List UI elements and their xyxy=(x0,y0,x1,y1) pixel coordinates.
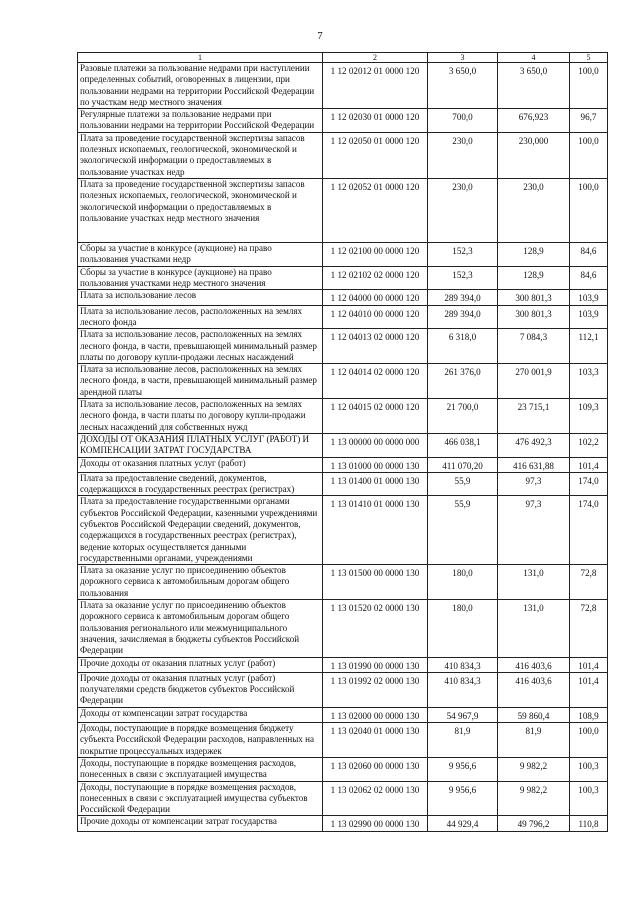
row-plan-cell: 700,0 xyxy=(428,109,498,133)
row-percent-cell: 100,3 xyxy=(570,781,608,816)
row-percent-cell: 101,4 xyxy=(570,657,608,672)
row-code-cell: 1 13 01400 01 0000 130 xyxy=(323,472,428,496)
row-actual-cell: 81,9 xyxy=(498,723,570,758)
row-percent-cell: 100,3 xyxy=(570,757,608,781)
row-actual-cell: 131,0 xyxy=(498,600,570,657)
row-actual-cell: 9 982,2 xyxy=(498,757,570,781)
row-code-cell: 1 13 00000 00 0000 000 xyxy=(323,433,428,457)
row-code-cell: 1 13 01500 00 0000 130 xyxy=(323,565,428,600)
table-row xyxy=(78,657,608,672)
row-code-cell: 1 12 02102 02 0000 120 xyxy=(323,266,428,290)
row-code-cell: 1 13 01000 00 0000 130 xyxy=(323,457,428,472)
row-plan-cell: 44 929,4 xyxy=(428,816,498,831)
row-actual-cell: 131,0 xyxy=(498,565,570,600)
row-plan-cell: 3 650,0 xyxy=(428,63,498,109)
table-row xyxy=(78,433,608,457)
row-actual-cell: 49 796,2 xyxy=(498,816,570,831)
table-row xyxy=(78,781,608,816)
revenue-table xyxy=(77,52,608,832)
row-percent-cell: 84,6 xyxy=(570,266,608,290)
table-row xyxy=(78,399,608,434)
row-percent-cell: 101,4 xyxy=(570,457,608,472)
row-plan-cell: 411 070,20 xyxy=(428,457,498,472)
table-row xyxy=(78,305,608,329)
table-row xyxy=(78,63,608,109)
row-code-cell: 1 13 01410 01 0000 130 xyxy=(323,496,428,565)
row-name-cell: Доходы от оказания платных услуг (работ) xyxy=(78,457,323,472)
row-code-cell: 1 12 04013 02 0000 120 xyxy=(323,329,428,364)
row-name-cell: Плата за проведение государственной экспертизы запасов полезных ископаемых, геологической, экономической и экологической информации о предоставляемых в пользование участках недр xyxy=(78,132,323,178)
row-name-cell: Плата за предоставление государственными органами субъектов Российской Федерации, казенными учреждениями субъектов Российской Федерации сведений, документов, содержащихся в государственных реестрах (регистрах), ведение которых осуществляется данными государственными органами, учреждениями xyxy=(78,496,323,565)
row-plan-cell: 410 834,3 xyxy=(428,657,498,672)
row-percent-cell: 108,9 xyxy=(570,707,608,722)
row-name-cell: Доходы от компенсации затрат государства xyxy=(78,707,323,722)
row-percent-cell: 102,2 xyxy=(570,433,608,457)
row-code-cell: 1 13 01990 00 0000 130 xyxy=(323,657,428,672)
row-actual-cell: 676,923 xyxy=(498,109,570,133)
row-plan-cell: 81,9 xyxy=(428,723,498,758)
row-plan-cell: 9 956,6 xyxy=(428,757,498,781)
row-plan-cell: 54 967,9 xyxy=(428,707,498,722)
row-name-cell: ДОХОДЫ ОТ ОКАЗАНИЯ ПЛАТНЫХ УСЛУГ (РАБОТ) И КОМПЕНСАЦИИ ЗАТРАТ ГОСУДАРСТВА xyxy=(78,433,323,457)
column-header: 2 xyxy=(323,53,428,63)
row-percent-cell: 100,0 xyxy=(570,178,608,242)
table-row xyxy=(78,364,608,399)
row-plan-cell: 180,0 xyxy=(428,600,498,657)
row-code-cell: 1 12 04000 00 0000 120 xyxy=(323,290,428,305)
row-name-cell: Плата за использование лесов, расположенных на землях лесного фонда, в части, превышающей минимальный размер арендной платы xyxy=(78,364,323,399)
page-number: 7 xyxy=(317,30,323,42)
column-header: 1 xyxy=(78,53,323,63)
row-actual-cell: 3 650,0 xyxy=(498,63,570,109)
row-name-cell: Плата за оказание услуг по присоединению объектов дорожного сервиса к автомобильным дорогам общего пользования регионального или межмуниципального значения, зачисляемая в бюджеты субъектов Российской Федерации xyxy=(78,600,323,657)
row-percent-cell: 103,9 xyxy=(570,290,608,305)
row-code-cell: 1 13 01992 02 0000 130 xyxy=(323,672,428,707)
row-actual-cell: 230,000 xyxy=(498,132,570,178)
row-code-cell: 1 12 02052 01 0000 120 xyxy=(323,178,428,242)
table-row xyxy=(78,816,608,831)
row-actual-cell: 300 801,3 xyxy=(498,305,570,329)
row-name-cell: Разовые платежи за пользование недрами при наступлении определенных событий, оговоренных в лицензии, при пользовании недрами на территории Российской Федерации по участкам недр местного значения xyxy=(78,63,323,109)
row-code-cell: 1 12 04014 02 0000 120 xyxy=(323,364,428,399)
row-code-cell: 1 13 02060 00 0000 130 xyxy=(323,757,428,781)
row-code-cell: 1 12 04015 02 0000 120 xyxy=(323,399,428,434)
row-name-cell: Плата за предоставление сведений, документов, содержащихся в государственных реестрах (регистрах) xyxy=(78,472,323,496)
row-actual-cell: 128,9 xyxy=(498,243,570,267)
row-actual-cell: 9 982,2 xyxy=(498,781,570,816)
table-row xyxy=(78,565,608,600)
row-percent-cell: 103,9 xyxy=(570,305,608,329)
row-code-cell: 1 12 02050 01 0000 120 xyxy=(323,132,428,178)
row-plan-cell: 261 376,0 xyxy=(428,364,498,399)
row-actual-cell: 7 084,3 xyxy=(498,329,570,364)
row-actual-cell: 97,3 xyxy=(498,472,570,496)
table-row xyxy=(78,472,608,496)
row-plan-cell: 230,0 xyxy=(428,132,498,178)
row-name-cell: Плата за оказание услуг по присоединению объектов дорожного сервиса к автомобильным дорогам общего пользования xyxy=(78,565,323,600)
row-code-cell: 1 12 02012 01 0000 120 xyxy=(323,63,428,109)
table-row xyxy=(78,707,608,722)
row-plan-cell: 466 038,1 xyxy=(428,433,498,457)
row-percent-cell: 109,3 xyxy=(570,399,608,434)
row-plan-cell: 55,9 xyxy=(428,472,498,496)
row-actual-cell: 23 715,1 xyxy=(498,399,570,434)
row-plan-cell: 6 318,0 xyxy=(428,329,498,364)
row-plan-cell: 230,0 xyxy=(428,178,498,242)
table-row xyxy=(78,723,608,758)
row-name-cell: Сборы за участие в конкурсе (аукционе) на право пользования участками недр местного значения xyxy=(78,266,323,290)
row-code-cell: 1 13 02062 02 0000 130 xyxy=(323,781,428,816)
row-code-cell: 1 13 02000 00 0000 130 xyxy=(323,707,428,722)
row-plan-cell: 289 394,0 xyxy=(428,290,498,305)
row-actual-cell: 416 631,88 xyxy=(498,457,570,472)
table-row xyxy=(78,329,608,364)
row-name-cell: Плата за использование лесов, расположенных на землях лесного фонда, в части платы по договору купли-продажи лесных насаждений для собственных нужд xyxy=(78,399,323,434)
row-plan-cell: 289 394,0 xyxy=(428,305,498,329)
table-row xyxy=(78,290,608,305)
row-name-cell: Доходы, поступающие в порядке возмещения расходов, понесенных в связи с эксплуатацией имущества xyxy=(78,757,323,781)
row-name-cell: Доходы, поступающие в порядке возмещения расходов, понесенных в связи с эксплуатацией имущества субъектов Российской Федерации xyxy=(78,781,323,816)
row-code-cell: 1 13 01520 02 0000 130 xyxy=(323,600,428,657)
row-code-cell: 1 12 02100 00 0000 120 xyxy=(323,243,428,267)
row-percent-cell: 72,8 xyxy=(570,600,608,657)
row-plan-cell: 152,3 xyxy=(428,243,498,267)
table-row xyxy=(78,178,608,242)
row-actual-cell: 128,9 xyxy=(498,266,570,290)
row-percent-cell: 101,4 xyxy=(570,672,608,707)
row-percent-cell: 84,6 xyxy=(570,243,608,267)
row-percent-cell: 174,0 xyxy=(570,472,608,496)
row-name-cell: Доходы, поступающие в порядке возмещения бюджету субъекта Российской Федерации расходов, направленных на покрытие процессуальных издержек xyxy=(78,723,323,758)
row-code-cell: 1 12 02030 01 0000 120 xyxy=(323,109,428,133)
row-actual-cell: 416 403,6 xyxy=(498,672,570,707)
table-row xyxy=(78,266,608,290)
column-header: 5 xyxy=(570,53,608,63)
row-plan-cell: 55,9 xyxy=(428,496,498,565)
table-row xyxy=(78,496,608,565)
row-name-cell: Плата за использование лесов, расположенных на землях лесного фонда, в части, превышающей минимальный размер платы по договору купли-продажи лесных насаждений xyxy=(78,329,323,364)
row-name-cell: Сборы за участие в конкурсе (аукционе) на право пользования участками недр xyxy=(78,243,323,267)
row-percent-cell: 103,3 xyxy=(570,364,608,399)
row-plan-cell: 410 834,3 xyxy=(428,672,498,707)
column-header: 4 xyxy=(498,53,570,63)
row-code-cell: 1 13 02990 00 0000 130 xyxy=(323,816,428,831)
row-actual-cell: 300 801,3 xyxy=(498,290,570,305)
row-plan-cell: 9 956,6 xyxy=(428,781,498,816)
row-name-cell: Плата за использование лесов, расположенных на землях лесного фонда xyxy=(78,305,323,329)
row-actual-cell: 97,3 xyxy=(498,496,570,565)
row-percent-cell: 96,7 xyxy=(570,109,608,133)
row-percent-cell: 112,1 xyxy=(570,329,608,364)
row-actual-cell: 230,0 xyxy=(498,178,570,242)
row-name-cell: Регулярные платежи за пользование недрами при пользовании недрами на территории Российской Федерации xyxy=(78,109,323,133)
row-name-cell: Плата за использование лесов xyxy=(78,290,323,305)
row-percent-cell: 174,0 xyxy=(570,496,608,565)
table-row xyxy=(78,757,608,781)
row-plan-cell: 180,0 xyxy=(428,565,498,600)
row-actual-cell: 59 860,4 xyxy=(498,707,570,722)
row-percent-cell: 100,0 xyxy=(570,723,608,758)
row-plan-cell: 152,3 xyxy=(428,266,498,290)
table-row xyxy=(78,600,608,657)
row-percent-cell: 100,0 xyxy=(570,132,608,178)
table-header-row xyxy=(78,53,608,63)
row-actual-cell: 476 492,3 xyxy=(498,433,570,457)
row-actual-cell: 270 001,9 xyxy=(498,364,570,399)
row-actual-cell: 416 403,6 xyxy=(498,657,570,672)
table-row xyxy=(78,132,608,178)
row-name-cell: Плата за проведение государственной экспертизы запасов полезных ископаемых, геологической, экономической и экологической информации о предоставляемых в пользование участках недр местного значения xyxy=(78,178,323,242)
row-percent-cell: 110,8 xyxy=(570,816,608,831)
row-name-cell: Прочие доходы от оказания платных услуг (работ) получателями средств бюджетов субъектов Российской Федерации xyxy=(78,672,323,707)
table-row xyxy=(78,457,608,472)
table-row xyxy=(78,672,608,707)
row-code-cell: 1 13 02040 01 0000 130 xyxy=(323,723,428,758)
row-percent-cell: 100,0 xyxy=(570,63,608,109)
table-row xyxy=(78,243,608,267)
row-name-cell: Прочие доходы от компенсации затрат государства xyxy=(78,816,323,831)
row-percent-cell: 72,8 xyxy=(570,565,608,600)
row-code-cell: 1 12 04010 00 0000 120 xyxy=(323,305,428,329)
column-header: 3 xyxy=(428,53,498,63)
row-plan-cell: 21 700,0 xyxy=(428,399,498,434)
table-row xyxy=(78,109,608,133)
row-name-cell: Прочие доходы от оказания платных услуг (работ) xyxy=(78,657,323,672)
